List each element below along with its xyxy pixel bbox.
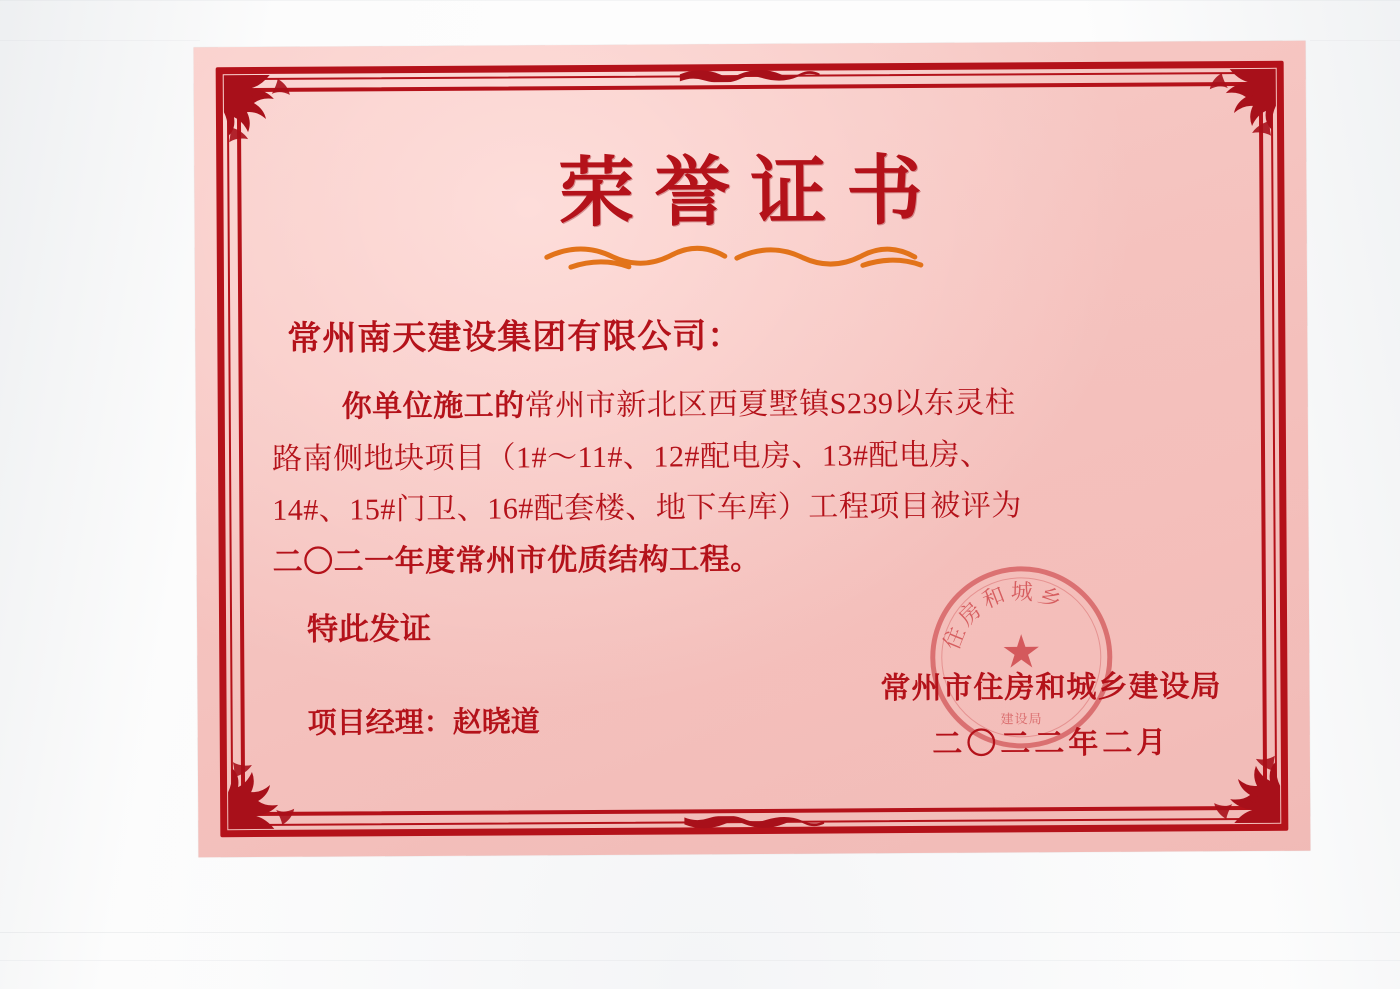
seal-arc-label: 住房和城乡 (938, 579, 1070, 654)
addressee-line: 常州南天建设集团有限公司： (287, 318, 743, 358)
project-manager-name: 赵晓道 (452, 706, 540, 740)
certificate-body (266, 376, 1239, 588)
body-line-4: 二〇二一年度常州市优质结构工程。 (272, 542, 761, 579)
body-line-1-project: 常州市新北区西夏墅镇S239以东灵柱 (524, 386, 1016, 423)
scan-artifact-line (0, 40, 200, 41)
issuer-block (880, 579, 1230, 763)
body-line-1 (272, 376, 1234, 433)
body-line-3: 14#、15#门卫、16#配套楼、地下车库）工程项目被评为 (272, 489, 1022, 528)
title-swash-ornament-icon (541, 235, 961, 272)
project-manager-label: 项目经理： (307, 707, 453, 741)
issue-date: 二〇二二年二月 (932, 726, 1171, 762)
project-manager-block (308, 700, 540, 742)
seal-star-icon: ★ (1000, 626, 1043, 678)
body-line-1-prefix: 你单位施工的 (341, 389, 525, 424)
body-line-2: 路南侧地块项目（1#～11#、12#配电房、13#配电房、 (271, 438, 991, 476)
issuer-name: 常州市住房和城乡建设局 (880, 670, 1222, 706)
scan-artifact-line (0, 960, 1400, 961)
scan-artifact-line (0, 0, 1400, 1)
scan-artifact-line (0, 932, 1400, 933)
certificate-sheet (194, 41, 1311, 858)
declaration-line: 特此发证 (306, 611, 432, 648)
scan-artifact-line (1310, 40, 1400, 41)
certificate-content (264, 103, 1240, 795)
seal-bottom-label: 建设局 (1000, 711, 1043, 727)
certificate-title: 荣誉证书 (558, 145, 943, 238)
